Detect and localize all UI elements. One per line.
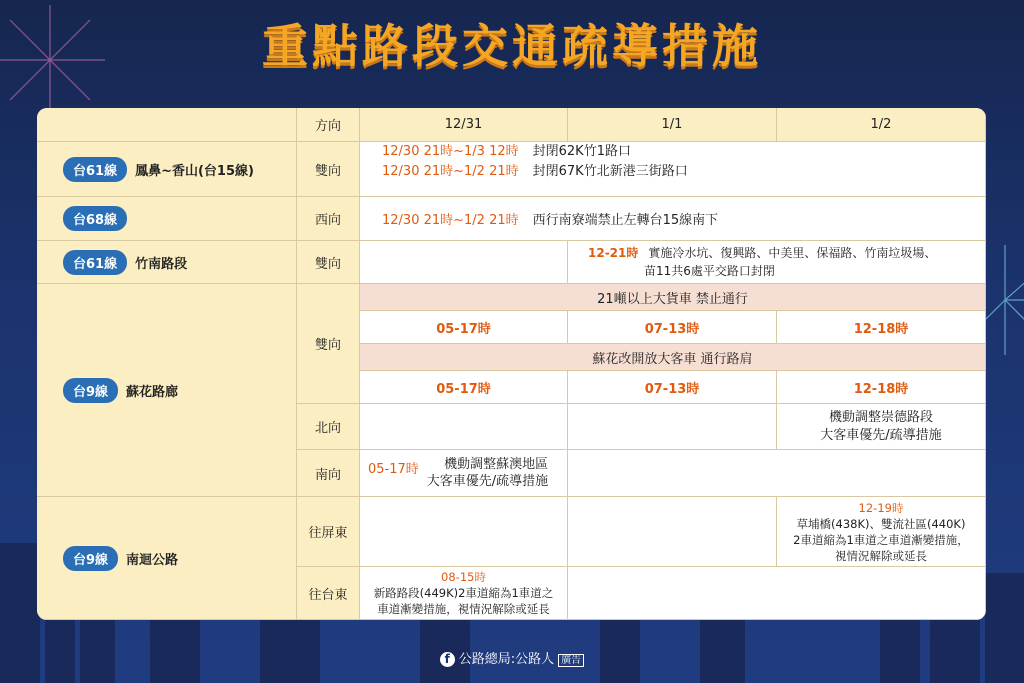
- direction-cell: 雙向: [297, 284, 360, 404]
- empty-cell: [568, 497, 777, 567]
- empty-cell: [360, 404, 568, 450]
- time-range: 12-21時: [588, 246, 639, 260]
- measure-text: 車道漸變措施，視情況解除或延長: [377, 602, 550, 616]
- time-range: 05-17時: [368, 462, 419, 477]
- empty-cell: [360, 497, 568, 567]
- measure-text: 2車道縮為1車道之車道漸變措施，: [793, 532, 969, 547]
- route-label-1: [37, 142, 297, 197]
- time-range: 12/30 21時~1/2 21時: [382, 164, 519, 179]
- footer-credit: [0, 648, 1024, 667]
- measure-text: 西行南寮端禁止左轉台15線南下: [532, 213, 719, 228]
- direction-cell: 雙向: [297, 241, 360, 284]
- header-date-11: 1/1: [568, 108, 777, 142]
- direction-cell: 雙向: [297, 142, 360, 197]
- measure-text: 封閉67K竹北新港三街路口: [532, 164, 688, 179]
- route-badge: 台61線: [63, 250, 127, 275]
- route-badge: 台61線: [63, 157, 127, 182]
- empty-cell: [568, 450, 986, 497]
- measure-text: 機動調整崇德路段: [828, 409, 933, 425]
- empty-cell: [360, 241, 568, 284]
- route-name: 南迴公路: [126, 552, 179, 568]
- measure-text: 苗11共6處平交路口封閉: [644, 264, 775, 278]
- time-slot: 07-13時: [568, 371, 777, 404]
- route-name: 竹南路段: [135, 256, 188, 272]
- measure-text: 大客車優先/疏導措施: [820, 427, 942, 443]
- route-name: 蘇花路廊: [126, 384, 179, 400]
- measure-text: 實施冷水坑、復興路、中美里、保福路、竹南垃圾場、: [648, 246, 937, 260]
- header-date-1231: 12/31: [360, 108, 568, 142]
- direction-cell: 南向: [297, 450, 360, 497]
- empty-cell: [568, 567, 986, 620]
- measure-cell: [360, 450, 568, 497]
- time-range: 12/30 21時~1/3 12時: [382, 144, 519, 159]
- measure-cell: [360, 567, 568, 620]
- route-badge: 台68線: [63, 206, 127, 231]
- measure-cell: [568, 241, 986, 284]
- route-label-2: [37, 197, 297, 241]
- ad-tag: 廣告: [558, 654, 584, 667]
- time-slot: 05-17時: [360, 311, 568, 344]
- measure-text: 機動調整蘇澳地區: [444, 457, 549, 472]
- header-date-12: 1/2: [777, 108, 986, 142]
- measure-text: 新路路段(449K)2車道縮為1車道之: [373, 586, 554, 600]
- measure-text: 大客車優先/疏導措施: [426, 474, 549, 489]
- time-slot: 12-18時: [777, 311, 986, 344]
- direction-cell: 往台東: [297, 567, 360, 620]
- restriction-band: 蘇花改開放大客車 通行路肩: [360, 344, 986, 371]
- time-slot: 07-13時: [568, 311, 777, 344]
- header-blank: [37, 108, 297, 142]
- direction-cell: 往屏東: [297, 497, 360, 567]
- measure-cell: [777, 497, 986, 567]
- time-slot: 05-17時: [360, 371, 568, 404]
- direction-cell: 西向: [297, 197, 360, 241]
- measure-text: 草埔橋(438K)、雙流社區(440K): [796, 516, 966, 531]
- page-title: 重點路段交通疏導措施: [262, 19, 762, 73]
- time-range: 12/30 21時~1/2 21時: [382, 213, 519, 228]
- time-slot: 12-18時: [777, 371, 986, 404]
- route-label-3: [37, 241, 297, 284]
- route-label-4: [37, 284, 297, 497]
- route-badge: 台9線: [63, 378, 118, 403]
- facebook-icon: f: [440, 652, 455, 667]
- traffic-table: [37, 108, 986, 620]
- measure-cell: [360, 197, 986, 241]
- empty-cell: [568, 404, 777, 450]
- measure-cell: [360, 142, 986, 197]
- restriction-band: 21噸以上大貨車 禁止通行: [360, 284, 986, 311]
- route-badge: 台9線: [63, 546, 118, 571]
- route-label-5: [37, 497, 297, 620]
- route-name: 鳳鼻~香山(台15線): [135, 163, 254, 179]
- header-direction: 方向: [297, 108, 360, 142]
- measure-text: 視情況解除或延長: [835, 548, 927, 563]
- direction-cell: 北向: [297, 404, 360, 450]
- time-range: 12-19時: [858, 500, 904, 515]
- measure-text: 封閉62K竹1路口: [532, 144, 631, 159]
- time-range: 08-15時: [441, 570, 486, 584]
- measure-cell: [777, 404, 986, 450]
- footer-text: 公路總局:公路人: [458, 652, 555, 667]
